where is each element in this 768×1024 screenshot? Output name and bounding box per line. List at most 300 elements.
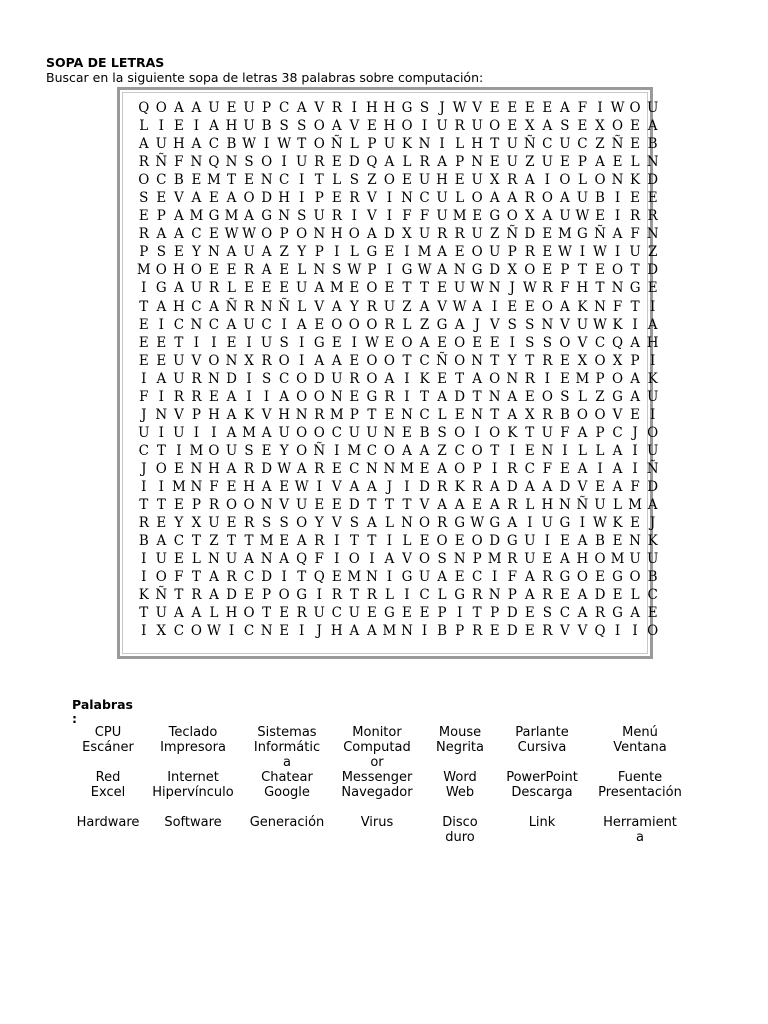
grid-letter: T bbox=[630, 262, 640, 279]
grid-letter: O bbox=[261, 226, 273, 243]
grid-letter: L bbox=[349, 136, 359, 153]
grid-letter: F bbox=[419, 208, 430, 225]
grid-row bbox=[135, 478, 661, 496]
grid-letter: I bbox=[334, 551, 340, 568]
grid-letter: I bbox=[369, 551, 375, 568]
grid-letter: S bbox=[244, 154, 254, 171]
grid-letter: E bbox=[226, 515, 237, 532]
grid-letter: A bbox=[612, 226, 623, 243]
grid-letter: T bbox=[595, 280, 605, 297]
grid-row bbox=[135, 243, 661, 261]
grid-row bbox=[135, 370, 661, 388]
grid-letter: R bbox=[138, 154, 149, 171]
grid-letter: U bbox=[541, 515, 554, 532]
grid-letter: O bbox=[629, 569, 641, 586]
grid-letter: U bbox=[436, 208, 448, 225]
grid-letter: R bbox=[314, 460, 325, 477]
grid-letter: D bbox=[489, 262, 501, 279]
grid-letter: E bbox=[209, 190, 219, 207]
grid-letter: A bbox=[437, 262, 447, 279]
grid-letter: Q bbox=[208, 154, 220, 171]
grid-letter: O bbox=[331, 316, 343, 333]
grid-letter: R bbox=[349, 370, 360, 387]
grid-letter: U bbox=[418, 569, 431, 586]
grid-letter: E bbox=[507, 298, 518, 315]
grid-letter: N bbox=[295, 406, 308, 423]
grid-letter: T bbox=[472, 605, 482, 622]
grid-letter: A bbox=[472, 298, 483, 315]
grid-letter: L bbox=[402, 533, 412, 550]
grid-letter: O bbox=[612, 262, 624, 279]
grid-letter: S bbox=[261, 370, 272, 387]
grid-letter: H bbox=[541, 497, 554, 514]
grid-letter: I bbox=[351, 334, 357, 351]
grid-letter: E bbox=[279, 605, 290, 622]
word-item: Impresora bbox=[160, 740, 226, 755]
grid-letter: O bbox=[278, 587, 290, 604]
grid-letter: V bbox=[489, 316, 500, 333]
grid-letter: F bbox=[314, 551, 324, 568]
grid-letter: J bbox=[141, 406, 147, 423]
grid-letter: R bbox=[331, 587, 342, 604]
grid-letter: A bbox=[226, 316, 237, 333]
grid-letter: E bbox=[489, 623, 500, 640]
grid-letter: G bbox=[629, 280, 641, 297]
grid-letter: U bbox=[296, 280, 308, 297]
grid-letter: O bbox=[506, 208, 518, 225]
grid-letter: U bbox=[348, 424, 361, 441]
grid-letter: R bbox=[261, 352, 272, 369]
grid-letter: N bbox=[260, 497, 273, 514]
grid-letter: P bbox=[156, 208, 166, 225]
grid-letter: S bbox=[560, 118, 570, 135]
grid-letter: T bbox=[349, 533, 359, 550]
grid-letter: R bbox=[243, 262, 255, 279]
grid-letter: O bbox=[524, 262, 536, 279]
grid-letter: E bbox=[454, 244, 465, 261]
grid-letter: U bbox=[383, 298, 396, 315]
grid-letter: H bbox=[646, 334, 659, 351]
grid-letter: A bbox=[331, 118, 342, 135]
grid-letter: C bbox=[419, 190, 430, 207]
grid-letter: P bbox=[191, 406, 201, 423]
grid-letter: R bbox=[507, 497, 518, 514]
grid-letter: W bbox=[277, 460, 292, 477]
grid-letter: E bbox=[349, 352, 360, 369]
grid-letter: A bbox=[524, 569, 535, 586]
grid-row bbox=[135, 316, 661, 334]
grid-letter: U bbox=[471, 226, 483, 243]
grid-letter: U bbox=[524, 551, 536, 568]
grid-letter: N bbox=[365, 569, 378, 586]
grid-letter: D bbox=[647, 172, 659, 189]
grid-letter: D bbox=[348, 154, 360, 171]
grid-letter: S bbox=[279, 118, 289, 135]
grid-letter: T bbox=[630, 298, 640, 315]
grid-letter: N bbox=[225, 154, 238, 171]
grid-letter: O bbox=[454, 424, 466, 441]
grid-letter: S bbox=[156, 244, 166, 261]
grid-row bbox=[135, 225, 661, 243]
grid-row bbox=[135, 568, 661, 586]
grid-row bbox=[135, 442, 661, 460]
grid-letter: D bbox=[454, 388, 466, 405]
grid-letter: K bbox=[647, 533, 658, 550]
grid-row bbox=[135, 424, 661, 442]
grid-row bbox=[135, 352, 661, 370]
grid-letter: C bbox=[243, 623, 255, 640]
grid-letter: I bbox=[404, 587, 410, 604]
grid-letter: R bbox=[208, 497, 220, 514]
grid-letter: I bbox=[158, 424, 164, 441]
word-item: Menú bbox=[622, 725, 658, 740]
grid-letter: A bbox=[437, 244, 447, 261]
grid-letter: T bbox=[402, 352, 412, 369]
grid-letter: A bbox=[560, 190, 570, 207]
grid-letter: I bbox=[158, 316, 164, 333]
grid-letter: I bbox=[263, 136, 270, 153]
grid-letter: N bbox=[190, 478, 203, 495]
grid-letter: I bbox=[158, 388, 164, 405]
grid-row bbox=[135, 298, 661, 316]
grid-letter: T bbox=[244, 533, 254, 550]
grid-letter: S bbox=[507, 316, 517, 333]
grid-letter: A bbox=[489, 190, 500, 207]
grid-letter: D bbox=[594, 587, 606, 604]
grid-letter: E bbox=[331, 154, 342, 171]
grid-letter: I bbox=[632, 316, 638, 333]
grid-letter: D bbox=[261, 460, 273, 477]
grid-letter: N bbox=[594, 298, 606, 315]
grid-letter: A bbox=[261, 424, 272, 441]
grid-letter: D bbox=[419, 478, 430, 495]
grid-letter: T bbox=[297, 569, 307, 586]
grid-letter: I bbox=[193, 334, 200, 351]
grid-letter: N bbox=[313, 262, 326, 279]
grid-letter: A bbox=[244, 208, 254, 225]
grid-letter: O bbox=[138, 172, 150, 189]
word-item: Sistemas bbox=[257, 725, 317, 740]
grid-letter: R bbox=[524, 370, 535, 387]
grid-letter: V bbox=[314, 298, 325, 315]
grid-letter: O bbox=[190, 623, 202, 640]
grid-letter: C bbox=[419, 406, 430, 423]
grid-letter: F bbox=[542, 460, 553, 477]
grid-letter: L bbox=[595, 442, 605, 459]
word-item: Descarga bbox=[511, 785, 573, 800]
grid-letter: I bbox=[334, 533, 340, 550]
grid-letter: W bbox=[207, 623, 221, 640]
grid-letter: I bbox=[228, 623, 235, 640]
grid-letter: G bbox=[454, 515, 466, 532]
word-item: Negrita bbox=[436, 740, 484, 755]
grid-letter: W bbox=[364, 334, 379, 351]
grid-letter: G bbox=[384, 605, 395, 622]
grid-letter: U bbox=[260, 334, 273, 351]
grid-letter: G bbox=[612, 569, 623, 586]
grid-letter: W bbox=[575, 208, 590, 225]
grid-letter: C bbox=[331, 424, 342, 441]
grid-letter: A bbox=[296, 460, 307, 477]
grid-letter: T bbox=[420, 280, 430, 297]
grid-letter: J bbox=[386, 478, 393, 495]
grid-letter: C bbox=[156, 172, 167, 189]
grid-letter: O bbox=[225, 497, 238, 514]
grid-letter: I bbox=[176, 442, 182, 459]
grid-letter: N bbox=[190, 154, 203, 171]
grid-letter: O bbox=[296, 226, 308, 243]
grid-letter: O bbox=[348, 226, 360, 243]
grid-letter: N bbox=[208, 370, 220, 387]
grid-letter: A bbox=[489, 478, 500, 495]
grid-letter: L bbox=[577, 442, 587, 459]
grid-letter: E bbox=[331, 460, 342, 477]
grid-letter: U bbox=[471, 172, 483, 189]
grid-row bbox=[135, 604, 661, 622]
grid-letter: Y bbox=[297, 244, 307, 261]
grid-letter: U bbox=[243, 118, 255, 135]
grid-letter: I bbox=[141, 569, 147, 586]
grid-letter: E bbox=[437, 280, 447, 297]
grid-letter: P bbox=[472, 460, 482, 477]
grid-letter: Ñ bbox=[506, 226, 519, 243]
grid-letter: A bbox=[542, 208, 553, 225]
grid-letter: N bbox=[629, 533, 641, 550]
grid-letter: S bbox=[297, 118, 307, 135]
grid-letter: D bbox=[384, 226, 395, 243]
grid-letter: N bbox=[401, 623, 413, 640]
grid-letter: K bbox=[612, 515, 623, 532]
grid-letter: E bbox=[454, 406, 465, 423]
grid-letter: D bbox=[489, 533, 501, 550]
grid-letter: S bbox=[437, 551, 447, 568]
grid-letter: Y bbox=[191, 244, 201, 261]
grid-letter: H bbox=[172, 262, 185, 279]
grid-letter: L bbox=[384, 515, 394, 532]
grid-letter: I bbox=[632, 442, 638, 459]
grid-letter: U bbox=[155, 605, 168, 622]
grid-letter: M bbox=[610, 551, 625, 568]
grid-letter: I bbox=[193, 424, 200, 441]
grid-letter: E bbox=[138, 334, 149, 351]
grid-letter: M bbox=[347, 442, 362, 459]
grid-letter: O bbox=[436, 533, 448, 550]
grid-letter: T bbox=[490, 406, 500, 423]
grid-row bbox=[135, 532, 661, 550]
grid-letter: I bbox=[456, 605, 463, 622]
grid-letter: O bbox=[208, 442, 220, 459]
grid-letter: O bbox=[471, 190, 483, 207]
grid-letter: A bbox=[191, 605, 202, 622]
word-item: Escáner bbox=[82, 740, 134, 755]
word-item: Red bbox=[95, 770, 121, 785]
grid-letter: I bbox=[386, 262, 393, 279]
grid-letter: T bbox=[384, 497, 394, 514]
grid-letter: I bbox=[386, 190, 393, 207]
grid-letter: D bbox=[506, 478, 518, 495]
grid-letter: E bbox=[209, 388, 219, 405]
word-item: Ventana bbox=[613, 740, 667, 755]
grid-letter: O bbox=[647, 424, 659, 441]
grid-letter: X bbox=[244, 352, 254, 369]
grid-letter: M bbox=[487, 551, 502, 568]
grid-letter: A bbox=[507, 190, 518, 207]
grid-letter: E bbox=[419, 460, 430, 477]
grid-letter: L bbox=[437, 406, 447, 423]
grid-letter: O bbox=[401, 118, 413, 135]
grid-letter: I bbox=[439, 136, 445, 153]
grid-letter: U bbox=[418, 172, 431, 189]
grid-letter: N bbox=[646, 226, 659, 243]
grid-letter: E bbox=[559, 352, 570, 369]
grid-letter: E bbox=[507, 100, 518, 116]
grid-letter: R bbox=[594, 605, 606, 622]
grid-letter: L bbox=[577, 172, 587, 189]
grid-letter: M bbox=[452, 208, 467, 225]
grid-letter: E bbox=[384, 280, 395, 297]
grid-letter: U bbox=[436, 190, 448, 207]
grid-letter: W bbox=[224, 226, 239, 243]
grid-letter: A bbox=[367, 515, 377, 532]
grid-row bbox=[135, 514, 661, 532]
grid-letter: D bbox=[348, 497, 360, 514]
grid-letter: S bbox=[279, 515, 289, 532]
grid-letter: A bbox=[524, 478, 535, 495]
grid-letter: U bbox=[453, 280, 466, 297]
grid-letter: B bbox=[559, 406, 570, 423]
grid-letter: E bbox=[173, 551, 184, 568]
grid-letter: O bbox=[155, 460, 167, 477]
grid-letter: P bbox=[595, 370, 605, 387]
grid-letter: A bbox=[261, 478, 272, 495]
grid-letter: F bbox=[560, 280, 570, 297]
grid-letter: M bbox=[575, 370, 590, 387]
grid-letter: X bbox=[524, 208, 535, 225]
grid-letter: S bbox=[332, 262, 342, 279]
grid-letter: L bbox=[384, 587, 394, 604]
grid-letter: R bbox=[314, 406, 325, 423]
grid-letter: T bbox=[349, 587, 359, 604]
grid-letter: E bbox=[559, 460, 570, 477]
grid-letter: U bbox=[629, 244, 641, 261]
word-item: Mouse bbox=[438, 725, 482, 740]
grid-letter: R bbox=[630, 208, 641, 225]
grid-letter: O bbox=[454, 352, 466, 369]
grid-letter: R bbox=[191, 587, 202, 604]
grid-letter: U bbox=[190, 280, 203, 297]
grid-letter: U bbox=[225, 442, 238, 459]
grid-letter: A bbox=[331, 352, 342, 369]
grid-letter: N bbox=[488, 280, 501, 297]
grid-letter: E bbox=[244, 587, 254, 604]
grid-letter: U bbox=[243, 100, 255, 116]
grid-letter: H bbox=[383, 118, 396, 135]
grid-letter: E bbox=[489, 154, 500, 171]
grid-letter: V bbox=[314, 100, 325, 116]
grid-letter: S bbox=[560, 388, 570, 405]
grid-letter: W bbox=[277, 136, 292, 153]
grid-row bbox=[135, 586, 661, 604]
grid-letter: O bbox=[454, 334, 466, 351]
grid-letter: O bbox=[348, 316, 360, 333]
grid-letter: E bbox=[595, 262, 605, 279]
grid-letter: W bbox=[242, 226, 256, 243]
grid-letter: O bbox=[313, 136, 325, 153]
grid-letter: F bbox=[174, 569, 184, 586]
word-item: Internet bbox=[167, 770, 219, 785]
grid-letter: C bbox=[278, 172, 290, 189]
grid-letter: F bbox=[402, 208, 412, 225]
grid-letter: N bbox=[260, 298, 273, 315]
grid-letter: I bbox=[544, 533, 551, 550]
grid-letter: Y bbox=[174, 515, 184, 532]
grid-letter: O bbox=[489, 424, 501, 441]
grid-letter: T bbox=[227, 172, 237, 189]
grid-letter: I bbox=[562, 442, 568, 459]
grid-letter: Ñ bbox=[155, 154, 168, 171]
grid-letter: U bbox=[559, 208, 571, 225]
grid-letter: N bbox=[401, 190, 413, 207]
grid-letter: L bbox=[455, 190, 465, 207]
grid-letter: N bbox=[488, 587, 501, 604]
grid-letter: E bbox=[559, 587, 570, 604]
grid-row bbox=[135, 117, 661, 135]
grid-letter: E bbox=[595, 478, 605, 495]
grid-letter: H bbox=[278, 406, 291, 423]
grid-letter: N bbox=[208, 244, 220, 261]
grid-letter: E bbox=[647, 190, 658, 207]
grid-letter: I bbox=[492, 569, 498, 586]
grid-letter: U bbox=[155, 551, 168, 568]
grid-letter: I bbox=[614, 244, 621, 261]
grid-letter: N bbox=[260, 623, 273, 640]
grid-letter: E bbox=[279, 262, 290, 279]
grid-letter: A bbox=[577, 605, 588, 622]
grid-letter: H bbox=[330, 226, 343, 243]
grid-letter: S bbox=[297, 208, 307, 225]
grid-letter: U bbox=[173, 424, 185, 441]
grid-letter: I bbox=[211, 424, 217, 441]
grid-letter: B bbox=[437, 623, 448, 640]
grid-letter: V bbox=[612, 406, 623, 423]
grid-letter: T bbox=[577, 262, 587, 279]
grid-letter: W bbox=[557, 244, 572, 261]
grid-letter: I bbox=[632, 623, 638, 640]
grid-letter: E bbox=[173, 244, 184, 261]
grid-letter: A bbox=[191, 100, 202, 116]
grid-letter: E bbox=[524, 623, 535, 640]
grid-letter: A bbox=[173, 605, 184, 622]
grid-letter: A bbox=[226, 424, 237, 441]
grid-letter: I bbox=[141, 478, 147, 495]
grid-letter: E bbox=[472, 497, 483, 514]
grid-letter: N bbox=[558, 497, 571, 514]
grid-letter: N bbox=[190, 316, 203, 333]
grid-letter: A bbox=[173, 226, 184, 243]
word-item: PowerPoint bbox=[506, 770, 578, 785]
grid-letter: E bbox=[630, 136, 641, 153]
grid-letter: R bbox=[314, 533, 325, 550]
grid-letter: Ñ bbox=[576, 497, 589, 514]
grid-letter: O bbox=[454, 460, 466, 477]
grid-letter: G bbox=[366, 244, 378, 261]
grid-letter: L bbox=[332, 172, 342, 189]
grid-letter: Ñ bbox=[330, 136, 343, 153]
grid-letter: A bbox=[209, 587, 219, 604]
grid-letter: Ñ bbox=[523, 136, 536, 153]
grid-letter: O bbox=[629, 100, 641, 116]
grid-letter: A bbox=[595, 154, 605, 171]
